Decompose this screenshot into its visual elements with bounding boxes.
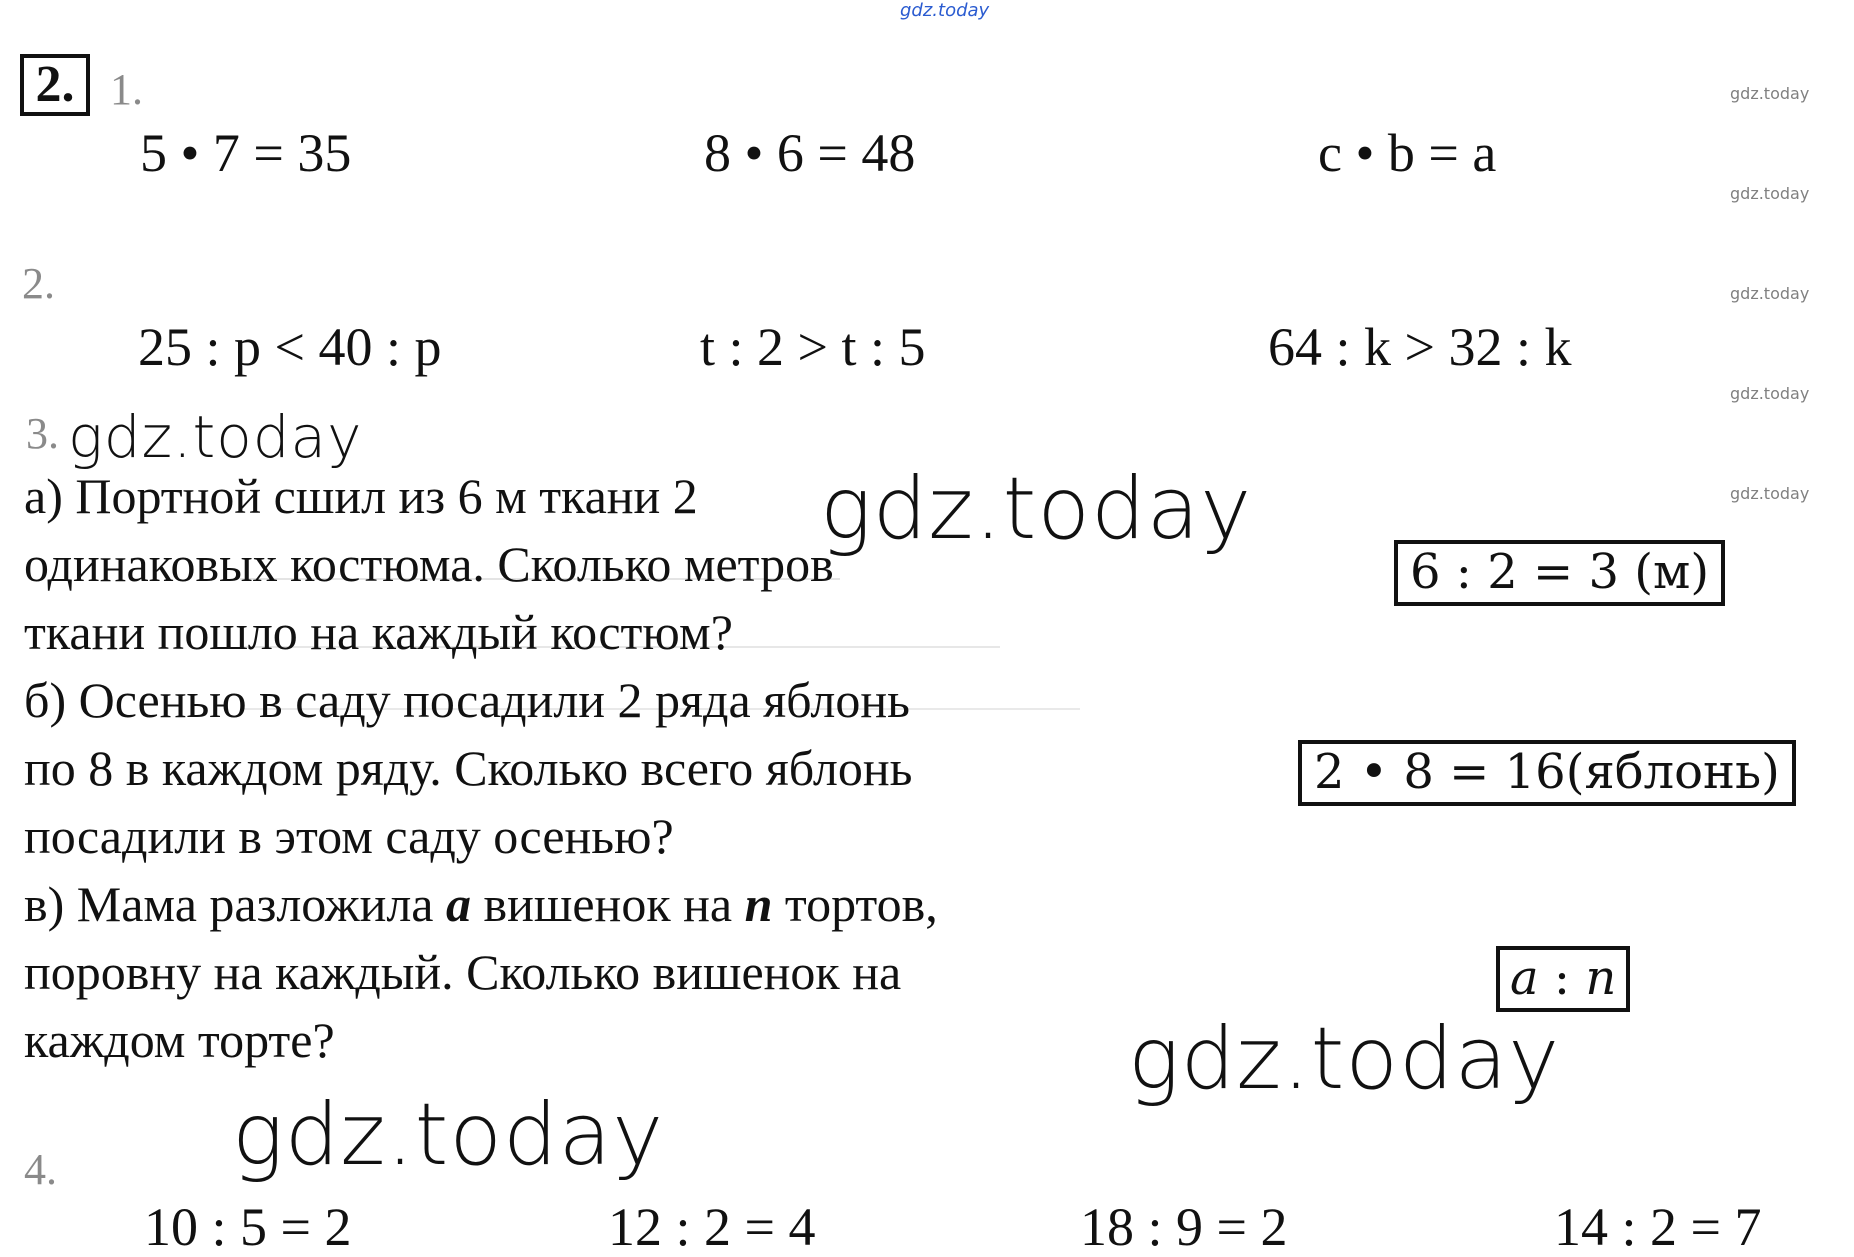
problem-a-line: а) Портной сшил из 6 м ткани 2 xyxy=(24,468,698,524)
problem-b-line: посадили в этом саду осенью? xyxy=(24,808,674,864)
comparison: 64 : k > 32 : k xyxy=(1268,317,1572,377)
equation: 8 • 6 = 48 xyxy=(704,123,916,183)
equation: 12 : 2 = 4 xyxy=(608,1197,816,1257)
equation: 5 • 7 = 35 xyxy=(140,123,352,183)
part-3-label: 3. xyxy=(26,409,59,458)
problem-c-line: поровну на каждый. Сколько вишенок на xyxy=(24,944,902,1000)
problem-c-line: каждом торте? xyxy=(24,1012,335,1068)
watermark-side: gdz.today xyxy=(1730,484,1810,503)
watermark-side: gdz.today xyxy=(1730,284,1810,303)
part-2-label: 2. xyxy=(22,259,55,308)
problem-a-line: одинаковых костюма. Сколько метров xyxy=(24,536,834,592)
watermark-top: gdz.today xyxy=(900,0,990,21)
watermark-big: gdz.today xyxy=(1128,1009,1561,1109)
problem-c-text: в) Мама разложила xyxy=(24,876,446,932)
watermark-side: gdz.today xyxy=(1730,384,1810,403)
variable-a: a xyxy=(446,876,471,932)
variable-a: a xyxy=(1510,950,1539,1006)
problem-a-line: ткани пошло на каждый костюм? xyxy=(24,604,733,660)
division-sign: : xyxy=(1538,950,1586,1006)
equation: 14 : 2 = 7 xyxy=(1554,1197,1762,1257)
part-4-label: 4. xyxy=(24,1145,57,1194)
task-number-box: 2. xyxy=(20,54,90,116)
variable-n: n xyxy=(744,876,773,932)
watermark-big: gdz.today xyxy=(232,1085,665,1185)
problem-b-line: б) Осенью в саду посадили 2 ряда яблонь xyxy=(24,672,910,728)
problem-c-text: тортов, xyxy=(772,876,938,932)
problem-c-text: вишенок на xyxy=(471,876,745,932)
comparison: t : 2 > t : 5 xyxy=(700,317,926,377)
answer-box-c xyxy=(1496,946,1630,1012)
problem-c-line xyxy=(24,870,1144,938)
answer-box-b: 2 • 8 = 16(яблонь) xyxy=(1298,740,1796,806)
problem-b-line: по 8 в каждом ряду. Сколько всего яблонь xyxy=(24,740,913,796)
watermark-side: gdz.today xyxy=(1730,184,1810,203)
watermark-big: gdz.today xyxy=(820,459,1253,559)
comparison: 25 : p < 40 : p xyxy=(138,317,442,377)
equation: c • b = a xyxy=(1318,123,1497,183)
answer-box-a: 6 : 2 = 3 (м) xyxy=(1394,540,1725,606)
part-1-label: 1. xyxy=(110,65,143,114)
watermark-big: gdz.today xyxy=(68,403,363,471)
watermark-side: gdz.today xyxy=(1730,84,1810,103)
equation: 18 : 9 = 2 xyxy=(1080,1197,1288,1257)
variable-n: n xyxy=(1585,950,1617,1006)
equation: 10 : 5 = 2 xyxy=(144,1197,352,1257)
